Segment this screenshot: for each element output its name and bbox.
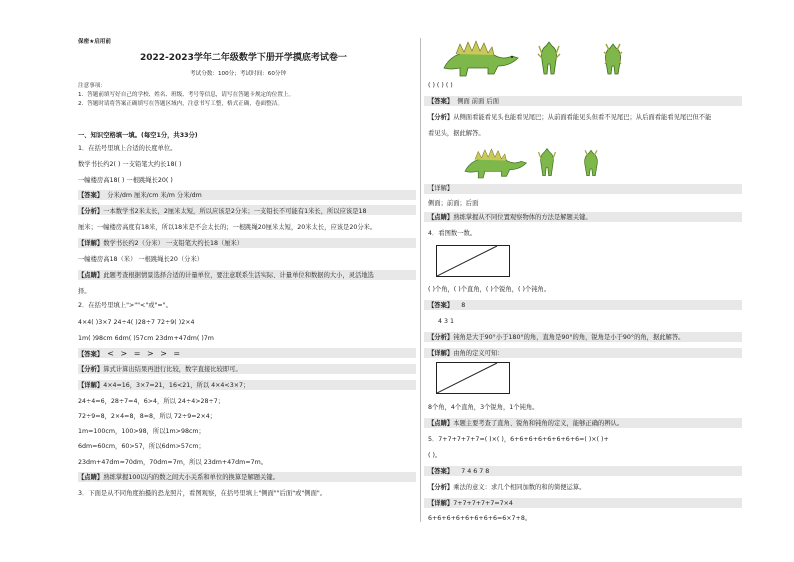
question-line: 4×4( )3×7 24÷4( )28÷7 72÷9( )2×4 bbox=[78, 319, 195, 326]
analysis-row: 【分析】乘法的意义：求几个相同加数的和的简便运算。 bbox=[428, 484, 586, 491]
detail-row: 72÷9=8，2×4=8，8=8，所以 72÷9=2×4； bbox=[78, 413, 217, 420]
question-line: 一幢楼房高18( ) 一根跳绳长20( ) bbox=[78, 177, 173, 184]
point-row: 【点睛】熟练掌握100以内的数之间大小关系和单位的换算是解题关键。 bbox=[78, 474, 279, 481]
analysis-row: 看见头，据此解答。 bbox=[428, 130, 485, 137]
detail-row: 【详解】4×4=16，3×7=21，16<21，所以 4×4<3×7； bbox=[78, 382, 250, 389]
detail-row: 6+6+6+6+6+6+6+6=6×7+8。 bbox=[428, 515, 532, 522]
point-row: 【点睛】此题考查根据情景选择合适的计量单位，要注意联系生活实际、计量单位和数据的大小，灵活地选 bbox=[78, 272, 374, 279]
dinosaur-answer-parens: ( ) ( ) ( ) bbox=[428, 82, 453, 89]
analysis-row: 【分析】算式计算出结果再进行比较，数字直接比较即可。 bbox=[78, 366, 242, 373]
detail-row: 1m=100cm，100>98，所以1m>98cm； bbox=[78, 428, 205, 435]
detail-band bbox=[424, 184, 742, 194]
rectangle-figure bbox=[436, 245, 510, 277]
detail-row: 【详解】数学书长约2（分米） 一支铅笔大约长18（厘米） bbox=[78, 240, 244, 247]
question-stem: 3．下面是从不同角度拍摄的恐龙照片，看图观察，在括号里填上"侧面""后面"或"侧面"。 bbox=[78, 490, 327, 497]
dinosaur-side-image bbox=[438, 38, 520, 78]
rectangle-figure bbox=[436, 362, 510, 394]
detail-row: 6dm=60cm，60>57，所以6dm>57cm； bbox=[78, 443, 205, 450]
answer-row: 【答案】 7 4 6 7 8 bbox=[428, 468, 490, 475]
answer-row: 【答案】 < > = > > = bbox=[78, 349, 183, 358]
detail-row: 【详解】7+7+7+7+7=7×4 bbox=[428, 500, 513, 507]
question-stem: 1．在括号里填上合适的长度单位。 bbox=[78, 145, 177, 152]
detail-row: 24÷4=6，28÷7=4，6>4，所以 24÷4>28÷7； bbox=[78, 398, 225, 405]
detail-row: 23dm+47dm=70dm，70dm=7m，所以 23dm+47dm=7m。 bbox=[78, 459, 268, 466]
question-line: ( )。 bbox=[428, 452, 442, 459]
answer-band bbox=[424, 300, 742, 310]
dinosaur-back-image bbox=[580, 146, 602, 180]
detail-row: 8个角，4个直角，3个锐角，1个钝角。 bbox=[428, 404, 539, 411]
column-divider bbox=[420, 38, 421, 522]
detail-row: 侧面；前面；后面 bbox=[428, 200, 479, 207]
section-heading: 一、知识空格填一填。(每空1分，共33分) bbox=[78, 132, 198, 139]
answer-row: 【答案】 侧面 前面 后面 bbox=[428, 98, 499, 105]
analysis-row: 【分析】从侧面看能看见头也能看见尾巴；从前面看能见头但看不见尾巴；从后面看能看见尾巴但不能 bbox=[428, 114, 712, 121]
point-row: 择。 bbox=[78, 288, 91, 295]
detail-row: 一幢楼房高18（米） 一根跳绳长20（分米） bbox=[78, 256, 204, 263]
answer-row: 【答案】 8 bbox=[428, 302, 466, 309]
question-line: ( )个角，( )个直角，( )个锐角，( )个钝角。 bbox=[428, 286, 551, 293]
notice-item: 1．答题前填写好自己的学校、姓名、班级、考号等信息，请写在答题卡规定的位置上。 bbox=[78, 92, 295, 98]
notice-item: 2．答题时请将答案正确填写在答题区域内，注意书写工整，格式正确，卷面整洁。 bbox=[78, 101, 283, 107]
dinosaur-front-image bbox=[536, 146, 558, 180]
answer-row: 【答案】 分米/dm 厘米/cm 米/m 分米/dm bbox=[78, 192, 202, 199]
exam-meta: 考试分数：100分；考试时间：60分钟 bbox=[190, 71, 287, 77]
secret-label: 保密★启用前 bbox=[78, 39, 111, 45]
point-row: 【点睛】熟练掌握从不同位置观察物体的方法是解题关键。 bbox=[428, 214, 592, 221]
question-stem: 5．7+7+7+7+7=( )×( )，6+6+6+6+6+6+6+6=( )×( )+ bbox=[428, 436, 609, 443]
detail-row: 【详解】由角的定义可知： bbox=[428, 350, 504, 357]
analysis-row: 【分析】一本数学书2米太长，2厘米太短，所以应该是2分米；一支铅长不可能有1米长，所以应该是18 bbox=[78, 208, 367, 215]
question-line: 数学书长约2( ) 一支铅笔大约长18( ) bbox=[78, 161, 182, 168]
question-line: 1m( )98cm 6dm( )57cm 23dm+47dm( )7m bbox=[78, 335, 214, 342]
question-stem: 2．在括号里填上">""<"或"="。 bbox=[78, 302, 172, 309]
analysis-row: 厘米；一幢楼房高度有18米，所以18米是不会太长的；一根跳绳20厘米太短，20米太长，应该是20分米。 bbox=[78, 224, 377, 231]
point-row: 【点睛】本题主要考查了直角、锐角和钝角的定义，能够正确的辨认。 bbox=[428, 420, 624, 427]
dinosaur-back-image bbox=[600, 40, 626, 78]
dinosaur-front-image bbox=[536, 40, 562, 78]
detail-tag: 【详解】 bbox=[428, 185, 454, 192]
exam-title: 2022-2023学年二年级数学下册开学摸底考试卷一 bbox=[140, 53, 347, 63]
analysis-row: 【分析】钝角是大于90°小于180°的角，直角是90°的角，锐角是小于90°的角，据此解答。 bbox=[428, 334, 685, 341]
answer-row: 4 3 1 bbox=[438, 318, 455, 325]
question-stem: 4．看图数一数。 bbox=[428, 230, 477, 237]
notice-heading: 注意事项： bbox=[78, 83, 106, 89]
dinosaur-side-image bbox=[460, 144, 528, 182]
